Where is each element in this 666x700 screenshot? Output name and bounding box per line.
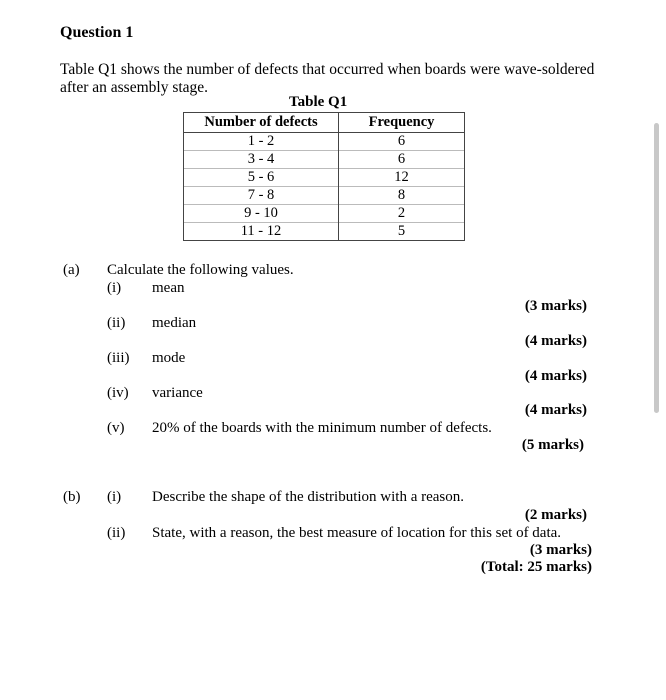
frequency-cell: 12 [339,169,465,187]
part-a-item-number: (iii) [107,350,130,366]
defects-cell: 3 - 4 [184,151,339,169]
defects-cell: 5 - 6 [184,169,339,187]
part-a-item-marks: (4 marks) [524,333,587,349]
part-b-item-number: (ii) [107,525,126,541]
table-row [184,223,465,241]
question-intro: Table Q1 shows the number of defects that occurred when boards were wave-soldered after an assembly stage. [60,61,595,96]
table-row [184,169,465,187]
table-row [184,205,465,223]
part-b-item-marks: (2 marks) [524,507,587,523]
part-a-item-number: (i) [107,280,122,296]
frequency-cell: 6 [339,151,465,169]
part-a-item-marks: (3 marks) [524,298,587,314]
defects-cell: 1 - 2 [184,133,339,151]
part-a-item-marks: (5 marks) [521,437,584,453]
part-a-instruction: Calculate the following values. [107,262,294,278]
frequency-cell: 6 [339,133,465,151]
table-caption: Table Q1 [289,94,348,110]
defects-cell: 7 - 8 [184,187,339,205]
part-a-item-text: mode [152,350,186,366]
total-marks: (Total: 25 marks) [480,559,592,575]
part-b-item-marks: (3 marks) [529,542,592,558]
part-a-item-text: variance [152,385,203,401]
table-header-row [184,113,465,133]
table-row [184,151,465,169]
part-b-item-text: State, with a reason, the best measure of location for this set of data. [152,525,562,541]
frequency-cell: 5 [339,223,465,241]
table-row [184,133,465,151]
defects-frequency-table [183,112,465,241]
part-b-item-number: (i) [107,489,122,505]
frequency-cell: 8 [339,187,465,205]
part-a-label: (a) [63,262,80,278]
column-header-frequency: Frequency [339,113,465,133]
part-b-label: (b) [63,489,81,505]
question-title: Question 1 [60,24,134,41]
part-a-item-number: (ii) [107,315,126,331]
vertical-scrollbar[interactable] [654,123,659,413]
part-a-item-text: median [152,315,197,331]
part-a-item-marks: (4 marks) [524,368,587,384]
table-row [184,187,465,205]
part-a-item-text: mean [152,280,185,296]
frequency-cell: 2 [339,205,465,223]
part-a-item-text: 20% of the boards with the minimum number of defects. [152,420,492,436]
part-a-item-number: (iv) [107,385,129,401]
defects-cell: 11 - 12 [184,223,339,241]
part-a-item-marks: (4 marks) [524,402,587,418]
column-header-defects: Number of defects [184,113,339,133]
defects-cell: 9 - 10 [184,205,339,223]
part-b-item-text: Describe the shape of the distribution with a reason. [152,489,464,505]
part-a-item-number: (v) [107,420,125,436]
